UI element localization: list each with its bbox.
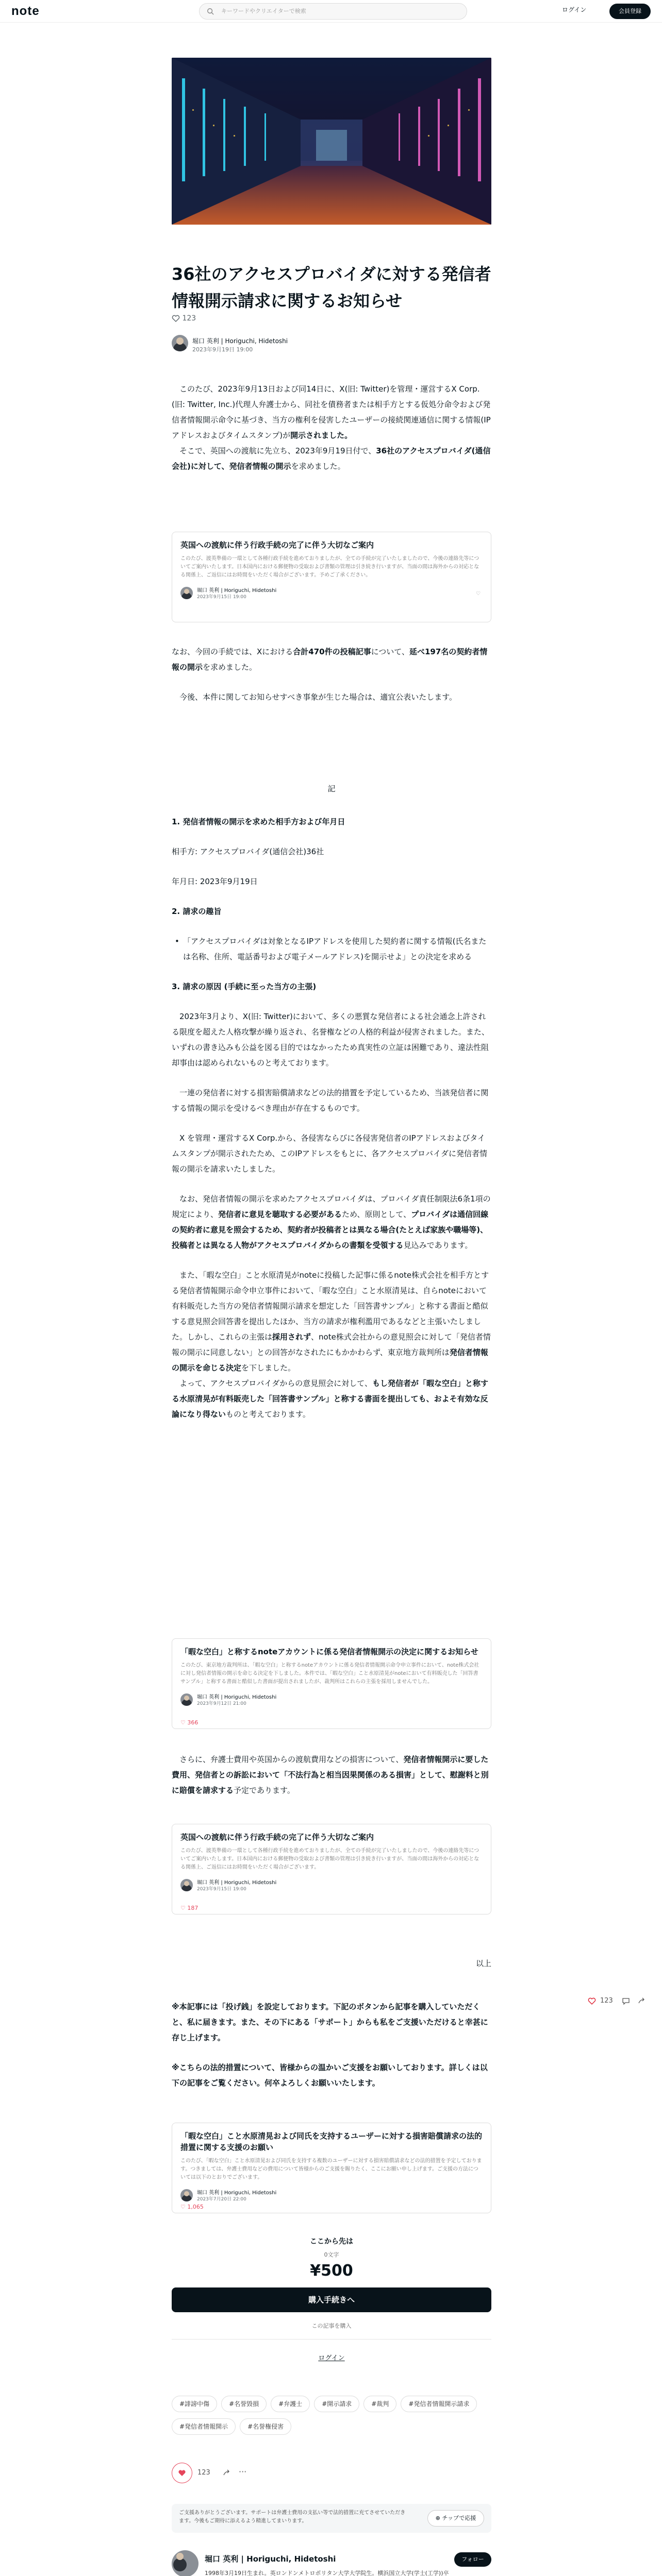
title-like-row bbox=[172, 314, 196, 323]
ki-mark: 記 bbox=[327, 784, 336, 793]
heart-icon[interactable] bbox=[588, 1997, 596, 2005]
paywall-count: 0文字 bbox=[324, 2251, 339, 2258]
embed-card-author bbox=[180, 1878, 483, 1893]
tag-chip[interactable]: #誹謗中傷 bbox=[172, 2396, 217, 2412]
tip-icon: ⊕ bbox=[435, 2515, 442, 2521]
embed-card-title: 英国への渡航に伴う行政手続の完了に伴う大切なご案内 bbox=[180, 540, 374, 550]
support-box bbox=[172, 2504, 491, 2533]
tag-chip[interactable]: #発信者情報開示請求 bbox=[401, 2396, 477, 2412]
paywall-price: ¥500 bbox=[310, 2262, 353, 2280]
embed-like: ♡ bbox=[476, 591, 481, 597]
like-button[interactable] bbox=[172, 2463, 192, 2483]
paragraph: 年月日: 2023年9月19日 bbox=[172, 877, 258, 886]
ijo-mark: 以上 bbox=[475, 1959, 491, 1968]
tag-chip[interactable]: #弁護士 bbox=[271, 2396, 310, 2412]
embed-like: ♡ 187 bbox=[180, 1905, 198, 1911]
section-heading: 1. 発信者情報の開示を求めた相手方および年月日 bbox=[172, 817, 345, 826]
paragraph: そこで、英国への渡航に先立ち、2023年9月19日付で、36社のアクセスプロバイダ(通信会社)に対して、発信者情報の開示を求めました。 bbox=[172, 446, 491, 471]
paragraph: 相手方: アクセスプロバイダ(通信会社)36社 bbox=[172, 847, 324, 856]
paragraph: 今後、本件に関してお知らせすべき事象が生じた場合は、適宜公表いたします。 bbox=[172, 692, 457, 702]
login-link[interactable]: ログイン bbox=[562, 6, 587, 13]
embed-card-title: 「暇な空白」こと水原清晃および同氏を支持するユーザーに対する損害賠償請求の法的措置に関する支援のお願い bbox=[180, 2131, 483, 2152]
tag-chip[interactable]: #裁判 bbox=[363, 2396, 396, 2412]
article-body-4 bbox=[172, 1752, 491, 1812]
avatar bbox=[180, 587, 193, 599]
paragraph: なお、発信者情報の開示を求めたアクセスプロバイダは、プロバイダ責任制限法6条1項の規定により、発信者に意見を聴取する必要があるため、原則として、プロバイダは通信回線の契約者に意見を照会するため、契約者が投稿者とは異なる場合(たとえば家族や職場等)、投稿者とは異なる人物がアクセスプロバイダからの書類を受領する見込みであります。 bbox=[172, 1194, 491, 1250]
embed-author-name: 堀口 英利 | Horiguchi, Hidetoshi bbox=[197, 588, 277, 594]
site-header bbox=[0, 0, 662, 23]
embed-date: 2023年9月15日 19:00 bbox=[197, 1887, 246, 1892]
article-body-2 bbox=[172, 644, 491, 719]
side-like-count: 123 bbox=[600, 1997, 613, 2005]
embed-like: ♡ 1,065 bbox=[180, 2204, 204, 2210]
embed-author-name: 堀口 英利 | Horiguchi, Hidetoshi bbox=[197, 1694, 277, 1700]
paragraph: 2023年3月より、X(旧: Twitter)において、多くの悪質な発信者による社会通念上許される限度を超えた人格攻撃が繰り返され、名誉権などの人格的利益が侵害されました。また、いずれの書き込みも公益を図る目的ではなかったため真実性の立証は困難であり、違法性阻却事由は認められないものと考えております。 bbox=[172, 1012, 489, 1067]
article-body-1 bbox=[172, 381, 491, 488]
embed-card-title: 英国への渡航に伴う行政手続の完了に伴う大切なご案内 bbox=[180, 1833, 374, 1842]
avatar bbox=[180, 1879, 193, 1891]
embed-date: 2023年7月20日 22:00 bbox=[197, 2197, 246, 2202]
paragraph: また、「暇な空白」こと水原清晃がnoteに投稿した記事に係るnote株式会社を相手方とする発信者情報開示命令申立事件において、「暇な空白」こと水原清晃は、自らnoteにおいて有料販売した当方の発信者情報開示請求を想定した「回答書サンプル」と称する書面と酷似する意見照会回答書を提出したほか、当方の請求が権利濫用であるなどと主張いたしました。しかし、これらの主張は採用されず、note株式会社からの意見照会に対して「発信者情報の開示に同意しない」との回答がなされたにもかかわらず、東京地方裁判所は発信者情報の開示を命じる決定を下しました。 bbox=[172, 1270, 491, 1372]
article-title: 36社のアクセスプロバイダに対する発信者情報開示請求に関するお知らせ bbox=[172, 264, 491, 311]
embed-card[interactable] bbox=[172, 2123, 491, 2213]
section-heading: 3. 請求の原因 (手続に至った当方の主張) bbox=[172, 982, 317, 991]
login-link-bottom[interactable]: ログイン bbox=[318, 2354, 345, 2362]
avatar bbox=[180, 2189, 193, 2201]
heart-icon bbox=[178, 2469, 186, 2477]
paragraph: X を管理・運営するX Corp.から、各侵害ならびに各侵害発信者のIPアドレスおよびタイムスタンプが開示されたため、このIPアドレスをもとに、各アクセスプロバイダに発信者情報の開示を請求いたしました。 bbox=[172, 1133, 487, 1174]
share-icon[interactable] bbox=[637, 1997, 646, 2005]
follow-button[interactable]: フォロー bbox=[454, 2552, 491, 2567]
paragraph: このたび、2023年9月13日および同14日に、X(旧: Twitter)を管理・運営するX Corp.(旧: Twitter, Inc.)代理人弁護士から、同社を債務者または相手方とする仮処分命令および発信者情報開示命令に基づき、当方の権利を侵害したユーザーの接続関連通信に関する情報(IPアドレスおよびタイムスタンプ)が開示されました。 bbox=[172, 384, 491, 440]
author-name[interactable]: 堀口 英利 | Horiguchi, Hidetoshi bbox=[192, 337, 288, 345]
paragraph: 一連の発信者に対する損害賠償請求などの法的措置を予定しているため、当該発信者に関する情報の開示を受けるべき理由が存在するものです。 bbox=[172, 1088, 489, 1113]
comment-icon[interactable] bbox=[622, 1997, 630, 2005]
embed-author-name: 堀口 英利 | Horiguchi, Hidetoshi bbox=[197, 2190, 277, 2196]
publish-date: 2023年9月19日 19:00 bbox=[192, 346, 253, 353]
embed-card[interactable] bbox=[172, 1638, 491, 1729]
purchase-detail[interactable]: この記事を購入 bbox=[311, 2323, 352, 2329]
profile-card bbox=[172, 2550, 491, 2576]
embed-card-author bbox=[180, 1692, 483, 1708]
search-placeholder: キーワードやクリエイターで検索 bbox=[221, 8, 306, 14]
section-heading: 2. 請求の趣旨 bbox=[172, 907, 222, 916]
embed-card-excerpt: このたび、東京地方裁判所は、「暇な空白」と称するnoteアカウントに係る発信者情報開示命令申立事件において、note株式会社に対し発信者情報の開示を命じる決定を下しました。本件では、「暇な空白」こと水原清晃がnoteにおいて有料販売した「回答書サンプル」と称する書面と酷似した書面が提出されましたが、裁判所はこれらの主張を採用しませんでした。 bbox=[180, 1663, 479, 1685]
tag-chip[interactable]: #名誉毀損 bbox=[221, 2396, 267, 2412]
embed-card[interactable] bbox=[172, 1824, 491, 1914]
embed-like: ♡ 366 bbox=[180, 1719, 198, 1726]
avatar bbox=[180, 1693, 193, 1706]
embed-date: 2023年9月15日 19:00 bbox=[197, 595, 246, 600]
profile-bio: 1998年3月19日生まれ。英ロンドンメトロポリタン大学大学院生。横浜国立大学(学士(工学))卒 bbox=[205, 2570, 449, 2576]
profile-name[interactable]: 堀口 英利 | Horiguchi, Hidetoshi bbox=[205, 2554, 336, 2564]
avatar[interactable] bbox=[172, 2550, 198, 2576]
tag-chip[interactable]: #開示請求 bbox=[314, 2396, 359, 2412]
paywall-label: ここから先は bbox=[310, 2238, 353, 2246]
embed-card-author bbox=[180, 2188, 483, 2204]
list-item: • 「アクセスプロバイダは対象となるIPアドレスを使用した契約者に関する情報(氏名または名称、住所、電話番号および電子メールアドレス)を開示せよ」との決定を求める bbox=[175, 937, 487, 961]
like-count: 123 bbox=[182, 314, 196, 323]
article-notes bbox=[172, 1999, 491, 2105]
paragraph: よって、アクセスプロバイダからの意見照会に対して、もし発信者が「暇な空白」と称する水原清晃が有料販売した「回答書サンプル」と称する書面を提出しても、およそ有効な反論になり得ないものと考えております。 bbox=[172, 1379, 488, 1419]
embed-card-excerpt: このたび、渡英準備の一環として各種行政手続を進めておりましたが、全ての手続が完了いたしましたので、今後の連絡先等についてご案内いたします。日本国内における郵便物の受取および書類の管理は引き続き行いますが、当面の間は海外からの対応となる関係上、ご返信にはお時間をいただく場合がございます。予めご了承ください。 bbox=[180, 556, 479, 578]
heart-icon[interactable] bbox=[172, 314, 180, 323]
action-bar bbox=[172, 2463, 491, 2483]
paragraph: なお、今回の手続では、Xにおける合計470件の投稿記事について、延べ197名の契約者情報の開示を求めました。 bbox=[172, 647, 488, 672]
hero-image bbox=[172, 58, 491, 225]
tag-chip[interactable]: #発信者情報開示 bbox=[172, 2418, 236, 2435]
tag-list bbox=[172, 2396, 491, 2441]
search-input[interactable] bbox=[199, 3, 467, 20]
floating-actions bbox=[588, 1994, 655, 2009]
embed-card-excerpt: このたび、「暇な空白」こと水原清晃および同氏を支持する複数のユーザーに対する損害賠償請求などの法的措置を予定しております。つきましては、弁護士費用などの費用について皆様からのご支援を賜りたく、ここにお願い申し上げます。ご支援の方法については以下のとおりでございます。 bbox=[180, 2158, 482, 2180]
buy-button[interactable]: 購入手続きへ bbox=[172, 2287, 491, 2312]
note-paragraph: ※本記事には「投げ銭」を設定しております。下記のボタンから記事を購入していただくと、私に届きます。また、その下にある「サポート」からも私をご支援いただけると幸甚に存じ上げます。 bbox=[172, 2002, 488, 2042]
signup-button[interactable]: 会員登録 bbox=[609, 4, 651, 19]
embed-author-name: 堀口 英利 | Horiguchi, Hidetoshi bbox=[197, 1880, 277, 1886]
embed-card-title: 「暇な空白」と称するnoteアカウントに係る発信者情報開示の決定に関するお知らせ bbox=[180, 1647, 478, 1656]
tip-button[interactable]: ⊕ チップで応援 bbox=[427, 2510, 484, 2527]
embed-card-excerpt: このたび、渡英準備の一環として各種行政手続を進めておりましたが、全ての手続が完了いたしましたので、今後の連絡先等についてご案内いたします。日本国内における郵便物の受取および書類の管理は引き続き行いますが、当面の間は海外からの対応となる関係上、ご返信にはお時間をいただく場合がございます。 bbox=[180, 1848, 479, 1870]
paragraph: さらに、弁護士費用や英国からの渡航費用などの損害について、発信者情報開示に要した費用、発信者との訴訟において「不法行為と相当因果関係のある損害」として、慰謝料と別に賠償を請求する予定であります。 bbox=[172, 1755, 489, 1795]
avatar[interactable] bbox=[172, 335, 188, 351]
embed-date: 2023年9月12日 21:00 bbox=[197, 1701, 246, 1706]
support-text: ご支援ありがとうございます。サポートは弁護士費用の支払い等で法的措置に充てさせていただきます。今後もご期待に添えるよう精進してまいります。 bbox=[179, 2510, 406, 2524]
search-icon bbox=[207, 8, 214, 15]
article-body-3 bbox=[172, 814, 491, 1436]
tag-chip[interactable]: #名誉権侵害 bbox=[240, 2418, 291, 2435]
note-logo[interactable]: note bbox=[11, 4, 40, 18]
divider bbox=[172, 2339, 491, 2340]
like-count: 123 bbox=[197, 2469, 210, 2477]
more-icon[interactable]: ··· bbox=[239, 2467, 247, 2477]
note-paragraph: ※こちらの法的措置について、皆様からの温かいご支援をお願いしております。詳しくは以下の記事をご覧ください。何卒よろしくお願いいたします。 bbox=[172, 2063, 488, 2088]
embed-card-author bbox=[180, 586, 483, 601]
share-icon[interactable] bbox=[222, 2469, 230, 2477]
embed-card[interactable] bbox=[172, 532, 491, 622]
